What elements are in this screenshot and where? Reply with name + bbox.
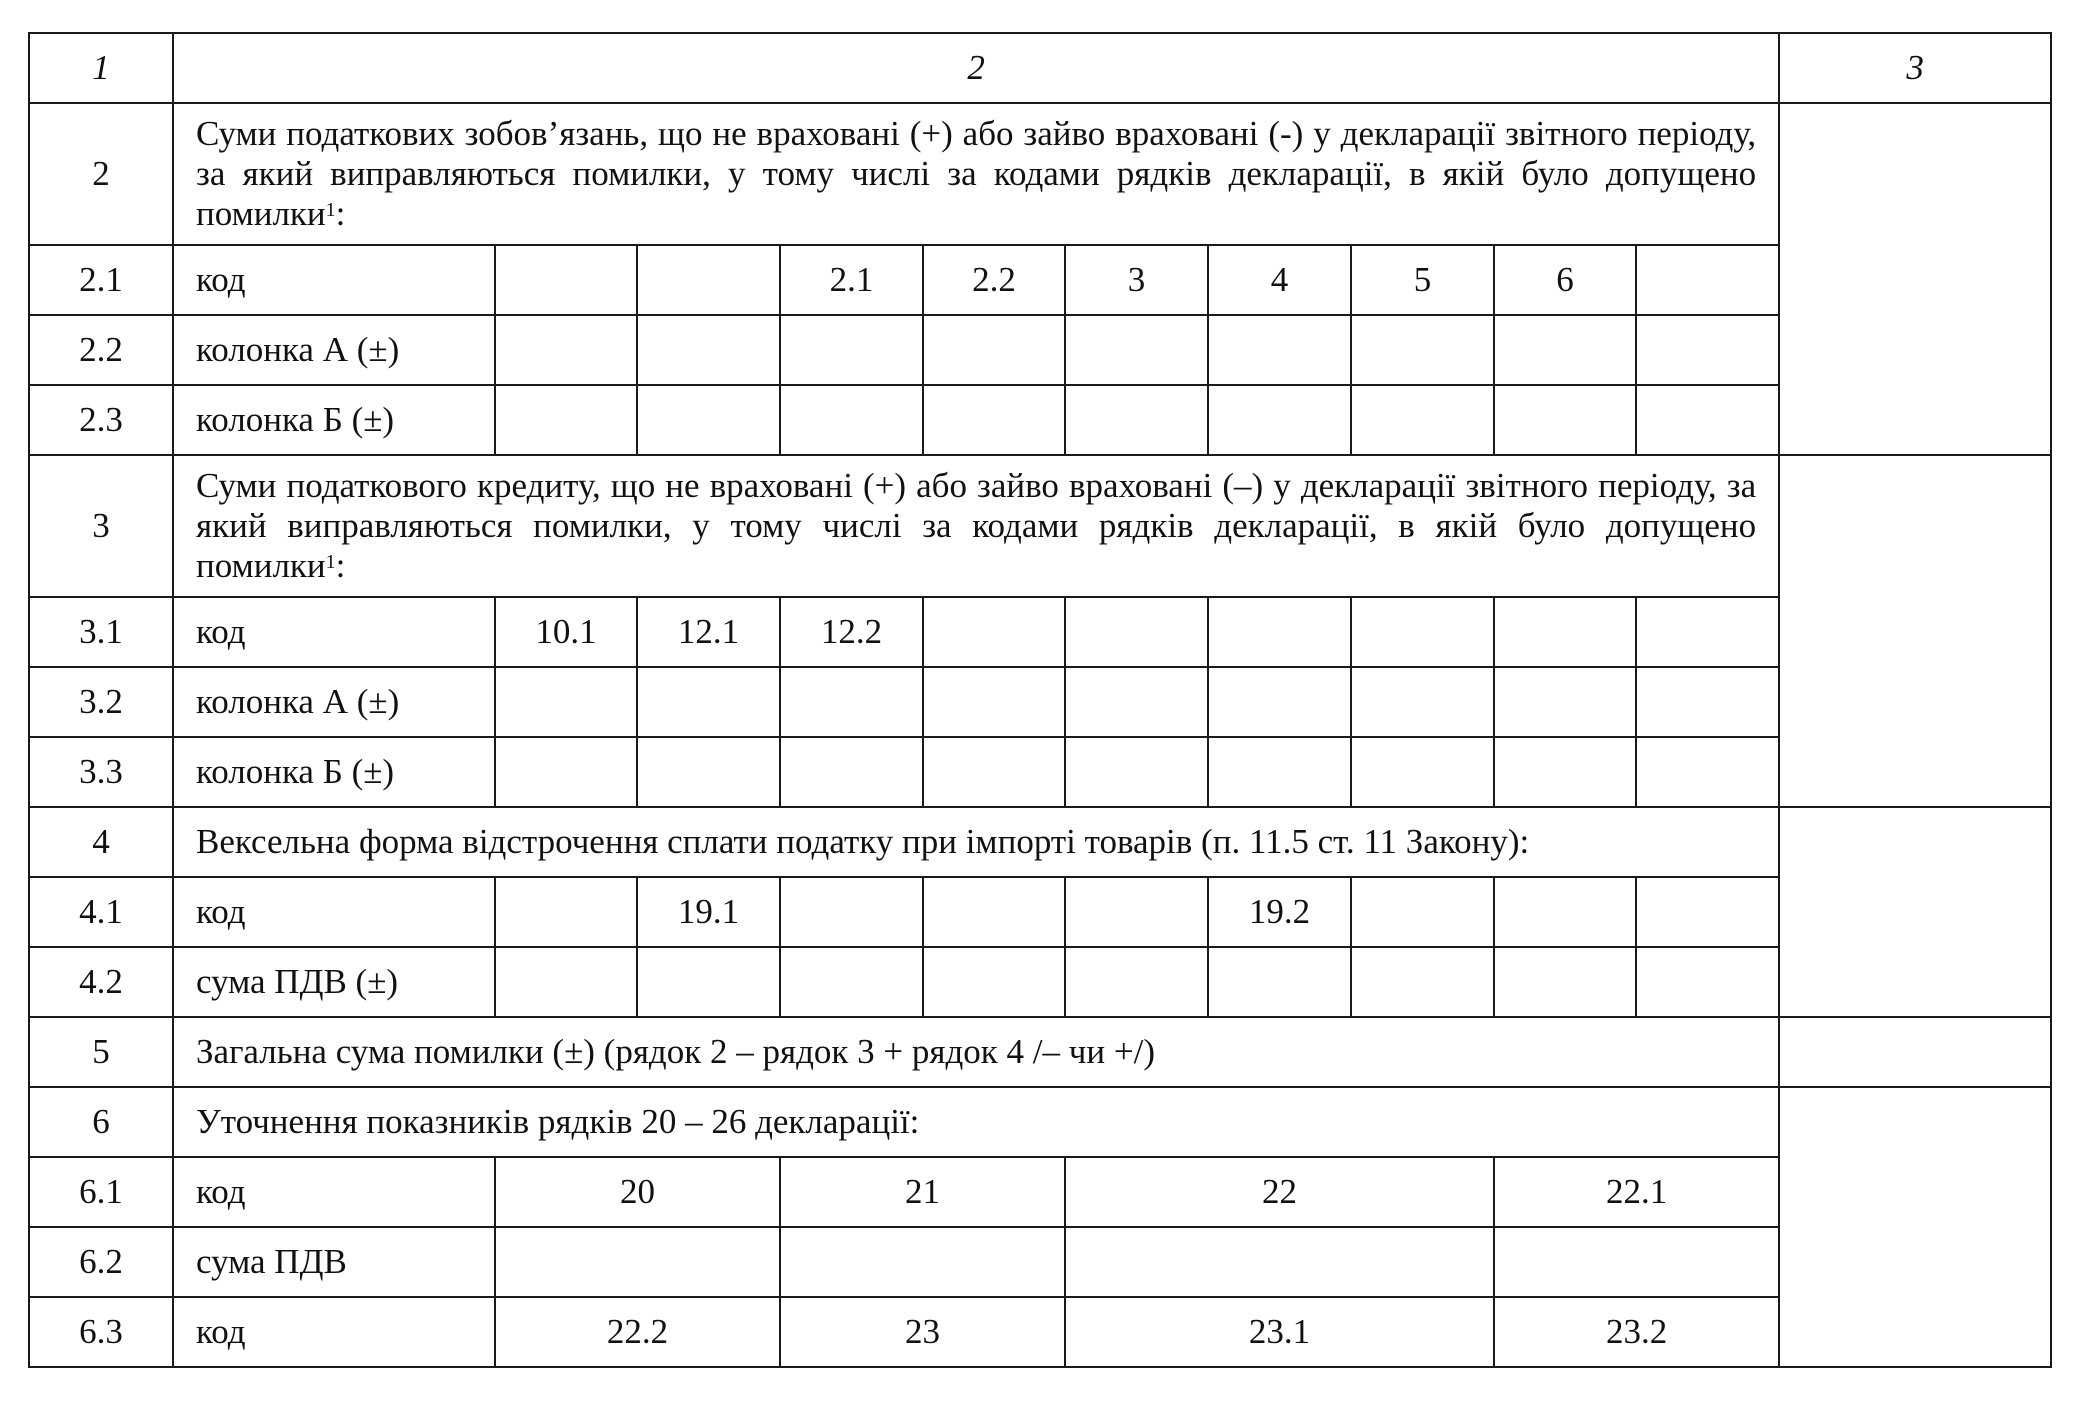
value-cell[interactable]: [1065, 385, 1208, 455]
code-cell[interactable]: 19.1: [637, 877, 780, 947]
code-cell[interactable]: 20: [495, 1157, 780, 1227]
value-cell[interactable]: [637, 385, 780, 455]
code-cell[interactable]: 6: [1494, 245, 1636, 315]
code-cell[interactable]: [495, 877, 637, 947]
value-cell[interactable]: [923, 737, 1065, 807]
value-cell[interactable]: [1351, 667, 1494, 737]
code-cell[interactable]: [1208, 597, 1351, 667]
value-cell[interactable]: [1494, 947, 1636, 1017]
value-cell[interactable]: [637, 737, 780, 807]
section-3-text: Суми податкового кредиту, що не враховані (+) або зайво враховані (–) у декларації звітного періоду, за який виправляються помилки, у тому числі за кодами рядків декларації, в якій було допущено помилки: [196, 466, 1757, 585]
row-number: 6.2: [29, 1227, 173, 1297]
code-cell[interactable]: [1494, 877, 1636, 947]
value-cell[interactable]: [1065, 1227, 1494, 1297]
code-cell[interactable]: [495, 245, 637, 315]
value-cell[interactable]: [637, 947, 780, 1017]
row-label: колонка А (±): [173, 667, 495, 737]
row-4-2: [29, 947, 2051, 1017]
value-cell[interactable]: [1494, 1227, 1779, 1297]
value-cell[interactable]: [923, 315, 1065, 385]
section-2-description: Суми податкових зобов’язань, що не враховані (+) або зайво враховані (-) у декларації звітного періоду, за який виправляються помилки, у тому числі за кодами рядків декларації, в якій було допущено помилки$^1$:: [173, 103, 1779, 245]
value-cell[interactable]: [780, 315, 923, 385]
row-label: сума ПДВ (±): [173, 947, 495, 1017]
value-cell[interactable]: [780, 385, 923, 455]
value-cell[interactable]: [1636, 737, 1779, 807]
value-cell[interactable]: [1636, 315, 1779, 385]
value-cell[interactable]: [495, 947, 637, 1017]
row-label: колонка Б (±): [173, 385, 495, 455]
code-cell[interactable]: 2.1: [780, 245, 923, 315]
header-row: [29, 33, 2051, 103]
header-col-1: 1: [29, 33, 173, 103]
row-number: 3.1: [29, 597, 173, 667]
value-cell[interactable]: [780, 667, 923, 737]
value-cell[interactable]: [495, 315, 637, 385]
value-cell[interactable]: [495, 737, 637, 807]
row-number: 2: [29, 103, 173, 245]
value-cell[interactable]: [1208, 385, 1351, 455]
row-number: 6: [29, 1087, 173, 1157]
row-6-1: [29, 1157, 2051, 1227]
value-cell[interactable]: [923, 947, 1065, 1017]
value-cell[interactable]: [1494, 667, 1636, 737]
section-4-row: [29, 807, 2051, 877]
row-number: 2.1: [29, 245, 173, 315]
value-cell[interactable]: [1494, 385, 1636, 455]
value-cell[interactable]: [780, 947, 923, 1017]
row-label: колонка А (±): [173, 315, 495, 385]
row-6-3: [29, 1297, 2051, 1367]
code-cell[interactable]: [1351, 877, 1494, 947]
row-number: 2.3: [29, 385, 173, 455]
row-number: 6.1: [29, 1157, 173, 1227]
value-cell[interactable]: [1065, 947, 1208, 1017]
code-cell[interactable]: 23.1: [1065, 1297, 1494, 1367]
value-cell[interactable]: [1208, 667, 1351, 737]
row-label: сума ПДВ: [173, 1227, 495, 1297]
row-label: код: [173, 1157, 495, 1227]
header-col-3: 3: [1779, 33, 2051, 103]
code-cell[interactable]: [1494, 597, 1636, 667]
code-cell[interactable]: 22: [1065, 1157, 1494, 1227]
error-correction-table: [28, 32, 2052, 1368]
value-cell[interactable]: [923, 385, 1065, 455]
value-cell[interactable]: [1208, 737, 1351, 807]
section-3-row: [29, 455, 2051, 597]
code-cell[interactable]: [923, 877, 1065, 947]
code-cell[interactable]: [1351, 597, 1494, 667]
row-3-3: [29, 737, 2051, 807]
section-6-description: Уточнення показників рядків 20 – 26 декларації:: [173, 1087, 1779, 1157]
row-2-2: [29, 315, 2051, 385]
section-3-description: Суми податкового кредиту, що не враховані (+) або зайво враховані (–) у декларації звітного періоду, за який виправляються помилки, у тому числі за кодами рядків декларації, в якій було допущено помилки$^1$:: [173, 455, 1779, 597]
code-cell[interactable]: 23.2: [1494, 1297, 1779, 1367]
section-6-row: [29, 1087, 2051, 1157]
value-cell[interactable]: [1351, 737, 1494, 807]
row-2-3: [29, 385, 2051, 455]
code-cell[interactable]: [1636, 245, 1779, 315]
code-cell[interactable]: 22.1: [1494, 1157, 1779, 1227]
row-3-2: [29, 667, 2051, 737]
value-cell[interactable]: [1636, 667, 1779, 737]
value-cell[interactable]: [923, 667, 1065, 737]
code-cell[interactable]: 12.2: [780, 597, 923, 667]
code-cell[interactable]: [1636, 597, 1779, 667]
code-cell[interactable]: 19.2: [1208, 877, 1351, 947]
code-cell[interactable]: 4: [1208, 245, 1351, 315]
row-label: колонка Б (±): [173, 737, 495, 807]
value-cell[interactable]: [637, 667, 780, 737]
value-cell[interactable]: [1208, 315, 1351, 385]
code-cell[interactable]: 2.2: [923, 245, 1065, 315]
section-3-column-3[interactable]: [1779, 455, 2051, 807]
row-number: 4.1: [29, 877, 173, 947]
section-2-row: [29, 103, 2051, 245]
value-cell[interactable]: [1636, 947, 1779, 1017]
code-cell[interactable]: [1065, 597, 1208, 667]
row-number: 5: [29, 1017, 173, 1087]
section-2-column-3[interactable]: [1779, 103, 2051, 455]
code-cell[interactable]: 22.2: [495, 1297, 780, 1367]
row-label: код: [173, 877, 495, 947]
code-cell[interactable]: 3: [1065, 245, 1208, 315]
code-cell[interactable]: 12.1: [637, 597, 780, 667]
code-cell[interactable]: [637, 245, 780, 315]
code-cell[interactable]: [780, 877, 923, 947]
footnote-marker: 1: [325, 199, 336, 221]
value-cell[interactable]: [495, 385, 637, 455]
row-number: 6.3: [29, 1297, 173, 1367]
code-cell[interactable]: 5: [1351, 245, 1494, 315]
value-cell[interactable]: [1065, 667, 1208, 737]
value-cell[interactable]: [780, 1227, 1065, 1297]
code-cell[interactable]: 23: [780, 1297, 1065, 1367]
value-cell[interactable]: [1351, 385, 1494, 455]
section-5-description: Загальна сума помилки (±) (рядок 2 – рядок 3 + рядок 4 /– чи +/): [173, 1017, 1779, 1087]
value-cell[interactable]: [780, 737, 923, 807]
value-cell[interactable]: [1208, 947, 1351, 1017]
value-cell[interactable]: [1351, 315, 1494, 385]
value-cell[interactable]: [637, 315, 780, 385]
value-cell[interactable]: [1351, 947, 1494, 1017]
value-cell[interactable]: [1065, 737, 1208, 807]
row-number: 3.2: [29, 667, 173, 737]
header-col-2: 2: [173, 33, 1779, 103]
section-5-row: [29, 1017, 2051, 1087]
row-3-1: [29, 597, 2051, 667]
section-4-description: Вексельна форма відстрочення сплати податку при імпорті товарів (п. 11.5 ст. 11 Закону):: [173, 807, 1779, 877]
row-number: 4: [29, 807, 173, 877]
row-number: 3.3: [29, 737, 173, 807]
section-2-text: Суми податкових зобов’язань, що не враховані (+) або зайво враховані (-) у декларації звітного періоду, за який виправляються помилки, у тому числі за кодами рядків декларації, в якій було допущено помилки: [196, 114, 1757, 233]
section-6-column-3[interactable]: [1779, 1087, 2051, 1367]
row-2-1: [29, 245, 2051, 315]
value-cell[interactable]: [1636, 385, 1779, 455]
value-cell[interactable]: [1494, 315, 1636, 385]
row-6-2: [29, 1227, 2051, 1297]
row-number: 4.2: [29, 947, 173, 1017]
section-5-column-3[interactable]: [1779, 1017, 2051, 1087]
code-cell[interactable]: [923, 597, 1065, 667]
row-4-1: [29, 877, 2051, 947]
value-cell[interactable]: [495, 1227, 780, 1297]
section-4-column-3[interactable]: [1779, 807, 2051, 1017]
row-label: код: [173, 1297, 495, 1367]
value-cell[interactable]: [495, 667, 637, 737]
value-cell[interactable]: [1494, 737, 1636, 807]
code-cell[interactable]: 21: [780, 1157, 1065, 1227]
footnote-marker: 1: [325, 551, 336, 573]
code-cell[interactable]: [1065, 877, 1208, 947]
row-label: код: [173, 245, 495, 315]
code-cell[interactable]: 10.1: [495, 597, 637, 667]
row-number: 2.2: [29, 315, 173, 385]
value-cell[interactable]: [1065, 315, 1208, 385]
row-number: 3: [29, 455, 173, 597]
row-label: код: [173, 597, 495, 667]
code-cell[interactable]: [1636, 877, 1779, 947]
